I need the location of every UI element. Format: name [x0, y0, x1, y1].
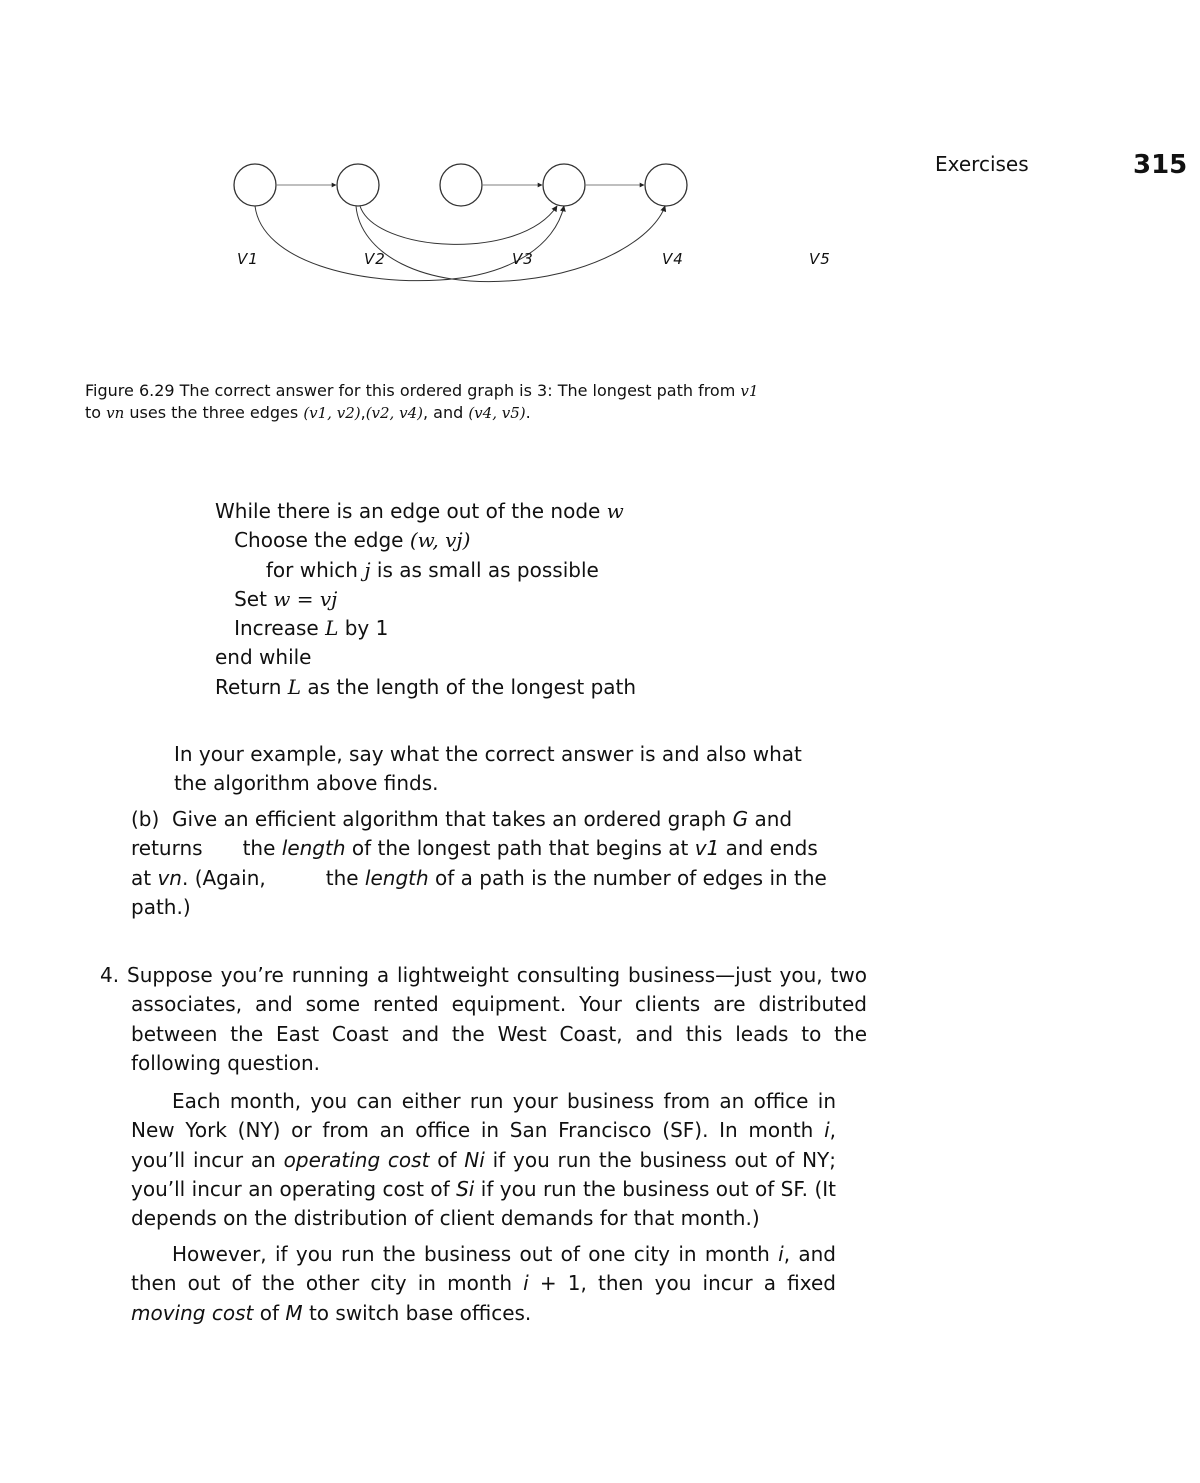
figure-caption: Figure 6.29 The correct answer for this ordered graph is 3: The longest path from v1 to vn uses the three edges (v1, v2),(v2, v4), and (v4, v5).: [85, 381, 759, 422]
paragraph-part-b: (b) Give an efficient algorithm that takes an ordered graph G and returns the length of the longest path that begins at v1 and ends at vn. (Again, the length of a path is the number of edges in the path.): [131, 807, 827, 919]
pseudocode-line: While there is an edge out of the node w: [215, 499, 624, 523]
node-label-v1: V1: [237, 250, 259, 268]
graph-edge-v2-v5: [356, 206, 665, 282]
pseudocode-line: for which j is as small as possible: [215, 557, 599, 582]
node-label-v4: V4: [662, 250, 684, 268]
ordered-graph-figure: [0, 0, 900, 300]
paragraph-operating-cost: Each month, you can either run your business from an office in New York (NY) or from an office in San Francisco (SF). In month i, you’ll incur an operating cost of Ni if you run the business out of NY; you’ll incur an operating cost of Si if you run the business out of SF. (It depends on the distribution of client demands for that month.): [131, 1089, 837, 1231]
node-label-v5: V5: [809, 250, 831, 268]
pseudocode-line: Set w = vj: [215, 586, 338, 611]
pseudocode-line: Choose the edge (w, vj): [215, 528, 471, 553]
graph-edge-v1-v4: [255, 206, 564, 281]
node-label-v3: V3: [512, 250, 534, 268]
paragraph-exercise-4: 4. Suppose you’re running a lightweight consulting business—just you, two associates, and some rented equipment. Your clients are distributed between the East Coast and the West Coast, and this leads to the following question.: [100, 963, 867, 1075]
paragraph-moving-cost: However, if you run the business out of one city in month i, and then out of the other city in month i + 1, then you incur a fixed moving cost of M to switch base offices.: [131, 1242, 836, 1325]
part-label: (b): [131, 807, 160, 831]
section-title: Exercises: [935, 152, 1029, 176]
graph-node-v3: [440, 164, 482, 206]
graph-node-v2: [337, 164, 379, 206]
graph-node-v5: [645, 164, 687, 206]
paragraph-example-answer: In your example, say what the correct answer is and also what the algorithm above finds.: [174, 742, 802, 796]
pseudocode-line: end while: [215, 645, 312, 670]
pseudocode-block: [215, 497, 636, 702]
pseudocode-line: Increase L by 1: [215, 616, 389, 641]
pseudocode-line: Return L as the length of the longest path: [215, 674, 637, 699]
graph-node-v1: [234, 164, 276, 206]
graph-node-v4: [543, 164, 585, 206]
graph-edge-v2-v4: [360, 206, 557, 244]
node-label-v2: V2: [364, 250, 386, 268]
page-number: 315: [1133, 150, 1188, 180]
